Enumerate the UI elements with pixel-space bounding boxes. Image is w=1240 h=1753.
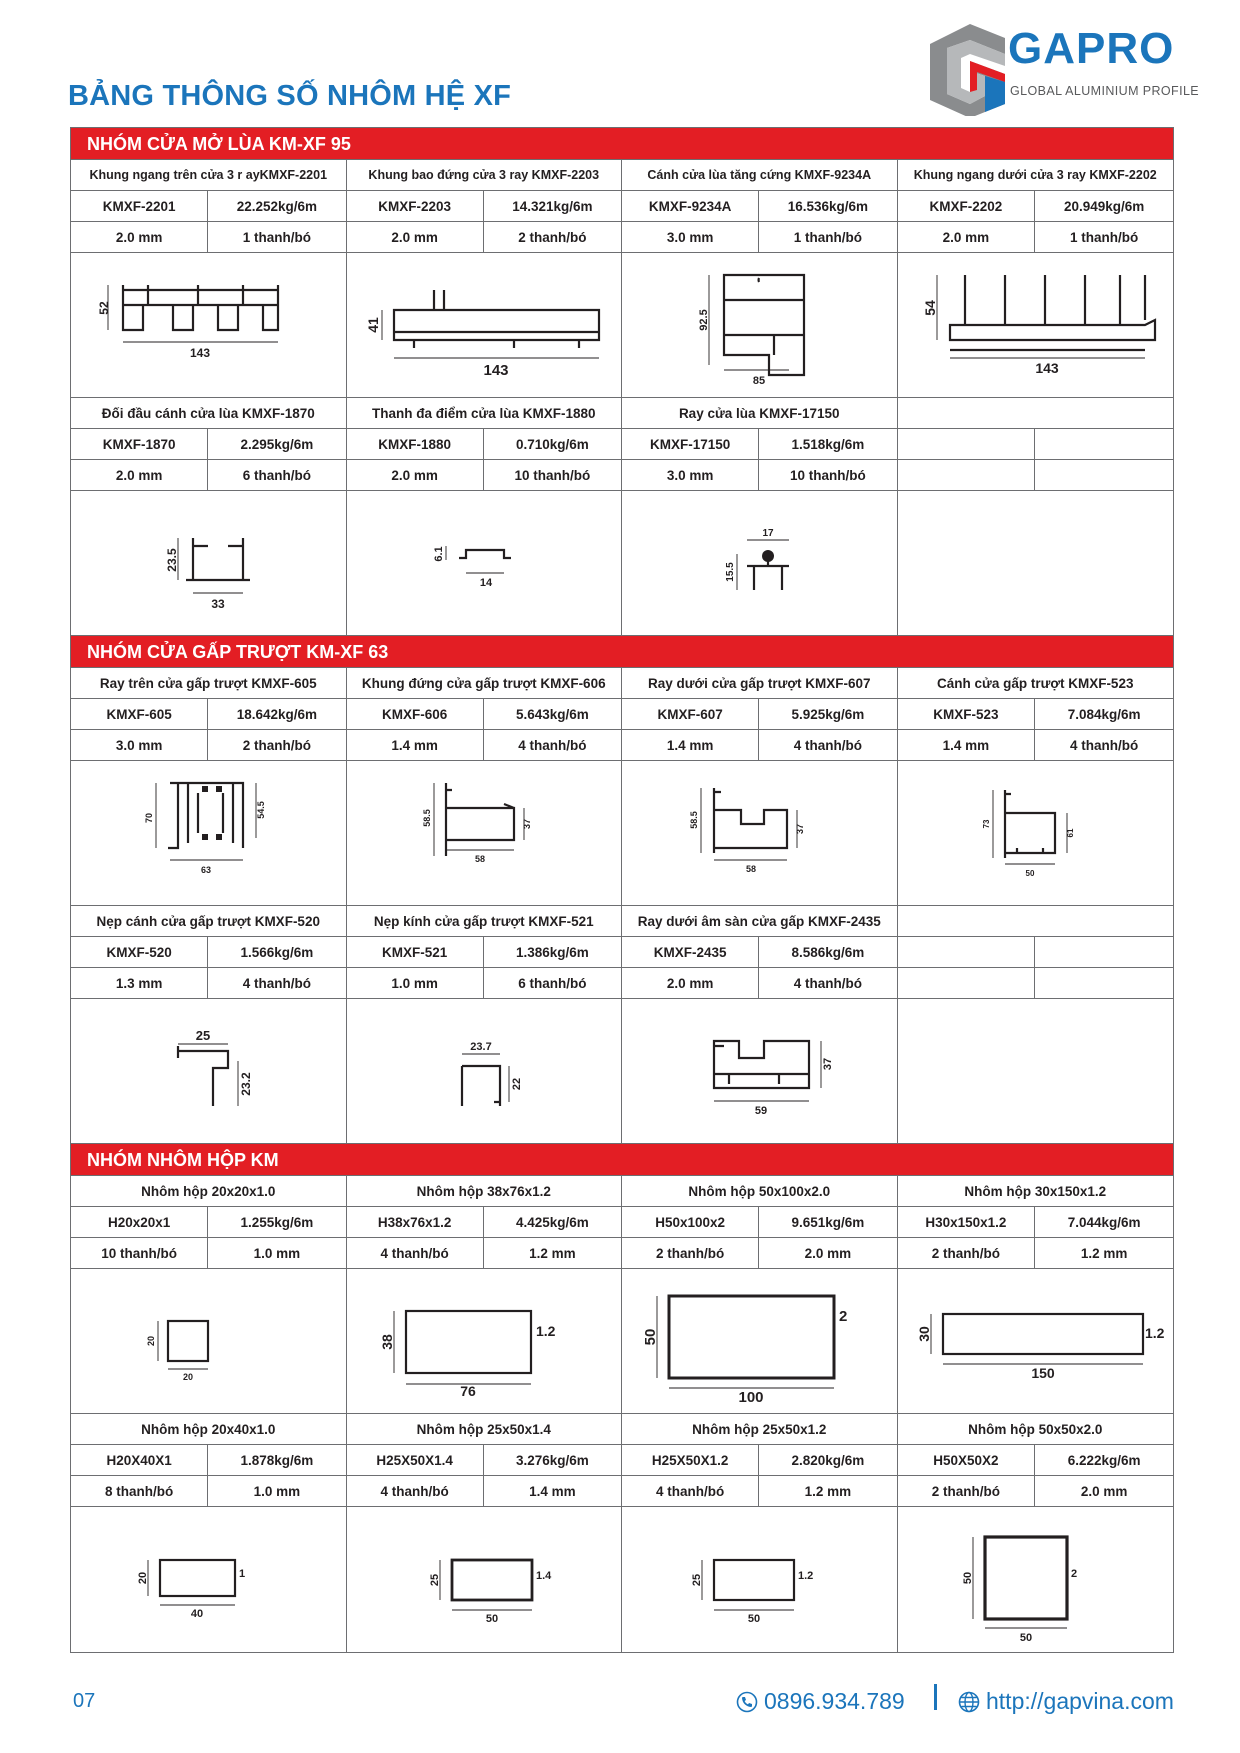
dim-width: 150 (1031, 1365, 1055, 1381)
profile-drawing-kmxf-606 (354, 768, 614, 898)
dim-width: 40 (191, 1607, 204, 1620)
profile-title: Nhôm hộp 25x50x1.4 (347, 1414, 623, 1444)
dim-height: 30 (916, 1326, 933, 1342)
profile-bundle: 2 thanh/bó (242, 737, 311, 753)
profile-title: Nhôm hộp 50x100x2.0 (622, 1176, 898, 1206)
dim-width: 143 (1035, 360, 1059, 376)
profile-thickness (898, 968, 1036, 998)
profile-drawing-kmxf-17150 (629, 498, 889, 628)
profile-weight: 20.949kg/6m (1063, 198, 1145, 214)
profile-drawing-kmxf-2203 (354, 260, 614, 390)
dim-height: 73 (982, 819, 992, 829)
profile-thickness: 1.4 mm (529, 1483, 576, 1499)
box-drawing-25x50-1.4 (354, 1515, 614, 1645)
dim-height: 25 (428, 1573, 441, 1586)
profile-bundle: 4 thanh/bó (622, 1476, 759, 1506)
dim-height: 23.5 (165, 548, 180, 572)
profile-drawing-kmxf-2202 (905, 260, 1165, 390)
dim-height: 92.5 (698, 309, 711, 331)
code-row (71, 429, 1173, 460)
profile-code: H30x150x1.2 (898, 1207, 1036, 1237)
drawing-row (71, 999, 1173, 1144)
profile-bundle: 1 thanh/bó (242, 229, 311, 245)
dim-width: 23.7 (470, 1041, 492, 1053)
dim-width: 76 (459, 1383, 476, 1399)
profile-code: KMXF-2201 (71, 191, 208, 221)
profile-code: H25X50X1.4 (347, 1445, 484, 1475)
dim-height: 25 (691, 1573, 704, 1586)
code-row (71, 191, 1173, 222)
profile-bundle: 10 thanh/bó (514, 467, 591, 483)
profile-thickness: 1.0 mm (347, 968, 484, 998)
profile-title: Nhôm hộp 20x40x1.0 (71, 1414, 347, 1444)
profile-weight: 6.222kg/6m (1067, 1452, 1141, 1468)
profile-weight: 4.425kg/6m (515, 1214, 589, 1230)
website-url: http://gapvina.com (986, 1688, 1174, 1714)
profile-drawing-kmxf-521 (354, 1006, 614, 1136)
profile-code (898, 937, 1036, 967)
profile-thickness: 1.2 mm (804, 1483, 852, 1499)
profile-weight: 22.252kg/6m (236, 198, 318, 214)
profile-title: Nhôm hộp 38x76x1.2 (347, 1176, 623, 1206)
profile-thickness: 1.4 mm (347, 730, 484, 760)
profile-drawing-kmxf-2201 (78, 260, 338, 390)
profile-weight: 18.642kg/6m (236, 706, 318, 722)
section-heading: NHÓM NHÔM HỘP KM (71, 1144, 1173, 1176)
box-drawing-20x20 (78, 1276, 338, 1406)
dim-height: 23.2 (239, 1072, 254, 1096)
profile-bundle: 10 thanh/bó (71, 1238, 208, 1268)
drawing-row (71, 253, 1173, 398)
profile-title: Ray dưới âm sàn cửa gấp KMXF-2435 (622, 906, 898, 936)
profile-thickness: 1.0 mm (253, 1245, 301, 1261)
dim-height: 70 (144, 812, 155, 824)
profile-thickness: 2.0 mm (347, 460, 484, 490)
profile-bundle: 2 thanh/bó (622, 1238, 759, 1268)
dim-width: 85 (753, 375, 766, 387)
dim-width: 14 (479, 577, 492, 589)
drawing-row (71, 761, 1173, 906)
profile-title: Khung ngang dưới cửa 3 ray KMXF-2202 (913, 168, 1157, 182)
spec-row (71, 730, 1173, 761)
empty-cell (898, 999, 1174, 1143)
profile-title (898, 906, 1174, 936)
profile-drawing-kmxf-605 (78, 768, 338, 898)
profile-weight (1035, 429, 1173, 459)
dim-height: 37 (822, 1057, 835, 1071)
profile-title: Nhôm hộp 20x20x1.0 (71, 1176, 347, 1206)
profile-code: KMXF-2435 (622, 937, 759, 967)
dim-thickness: 1.2 (798, 1569, 814, 1582)
profile-bundle: 2 thanh/bó (518, 229, 587, 245)
dim-inner-height: 54.5 (256, 801, 267, 819)
profile-title: Ray trên cửa gấp trượt KMXF-605 (71, 668, 347, 698)
dim-width: 58 (474, 854, 485, 864)
profile-title: Ray dưới cửa gấp trượt KMXF-607 (622, 668, 898, 698)
profile-weight: 3.276kg/6m (515, 1452, 589, 1468)
profile-weight: 2.295kg/6m (240, 436, 314, 452)
profile-bundle: 10 thanh/bó (789, 467, 866, 483)
dim-height: 58.5 (689, 811, 700, 829)
profile-bundle: 2 thanh/bó (898, 1476, 1036, 1506)
dim-height: 50 (642, 1328, 660, 1346)
profile-drawing-kmxf-2435 (629, 1006, 889, 1136)
profile-code: KMXF-523 (898, 699, 1036, 729)
profile-bundle: 4 thanh/bó (793, 737, 862, 753)
dim-height: 52 (97, 301, 112, 315)
box-drawing-20x40 (78, 1515, 338, 1645)
profile-bundle: 8 thanh/bó (71, 1476, 208, 1506)
spec-row (71, 1476, 1173, 1507)
dim-thickness: 1.2 (1145, 1325, 1165, 1341)
profile-thickness: 2.0 mm (71, 222, 208, 252)
dim-inner-height: 61 (1066, 828, 1076, 838)
profile-drawing-kmxf-1870 (78, 498, 338, 628)
dim-width: 50 (485, 1612, 498, 1625)
dim-width: 58 (746, 864, 757, 874)
profile-thickness: 3.0 mm (71, 730, 208, 760)
profile-thickness: 1.4 mm (898, 730, 1036, 760)
title-row (71, 668, 1173, 699)
profile-bundle: 1 thanh/bó (1070, 229, 1139, 245)
empty-cell (898, 491, 1174, 635)
profile-thickness: 1.4 mm (622, 730, 759, 760)
brand-tagline: GLOBAL ALUMINIUM PROFILE (1010, 84, 1200, 98)
profile-weight: 5.643kg/6m (515, 706, 589, 722)
profile-drawing-kmxf-607 (629, 768, 889, 898)
dim-width: 100 (738, 1389, 764, 1406)
dim-width: 25 (196, 1028, 211, 1043)
profile-code: KMXF-2202 (898, 191, 1036, 221)
spec-row (71, 222, 1173, 253)
profile-code: KMXF-520 (71, 937, 208, 967)
profile-thickness: 1.3 mm (71, 968, 208, 998)
profile-thickness: 2.0 mm (898, 222, 1036, 252)
dim-thickness: 2 (1071, 1567, 1078, 1580)
footer-divider (934, 1684, 937, 1710)
brand-name: GAPRO (1008, 24, 1175, 73)
dim-height: 20 (137, 1571, 150, 1584)
profile-weight: 1.566kg/6m (240, 944, 314, 960)
profile-code: KMXF-17150 (622, 429, 759, 459)
dim-height: 50 (962, 1571, 975, 1584)
dim-width: 143 (190, 346, 211, 360)
dim-width: 17 (762, 528, 774, 539)
title-row (71, 906, 1173, 937)
profile-weight: 7.044kg/6m (1067, 1214, 1141, 1230)
box-drawing-50x100 (629, 1276, 889, 1406)
page-title: BẢNG THÔNG SỐ NHÔM HỆ XF (68, 80, 512, 112)
code-row (71, 1445, 1173, 1476)
profile-code: KMXF-1870 (71, 429, 208, 459)
profile-drawing-kmxf-1880 (354, 498, 614, 628)
profile-thickness: 1.2 mm (1080, 1245, 1128, 1261)
profile-bundle: 4 thanh/bó (793, 975, 862, 991)
profile-bundle: 1 thanh/bó (793, 229, 862, 245)
profile-bundle (1035, 460, 1173, 490)
title-row (71, 160, 1173, 191)
profile-weight: 9.651kg/6m (791, 1214, 865, 1230)
profile-weight: 0.710kg/6m (515, 436, 589, 452)
profile-thickness: 2.0 mm (71, 460, 208, 490)
profile-code: KMXF-9234A (622, 191, 759, 221)
drawing-row (71, 1269, 1173, 1414)
profile-code: H25X50X1.2 (622, 1445, 759, 1475)
globe-icon (958, 1691, 980, 1713)
dim-width: 63 (201, 865, 212, 875)
profile-title: Thanh đa điểm cửa lùa KMXF-1880 (347, 398, 623, 428)
profile-title: Khung đứng cửa gấp trượt KMXF-606 (347, 668, 623, 698)
profile-title: Cánh cửa lùa tăng cứng KMXF-9234A (622, 160, 898, 190)
profile-bundle (1035, 968, 1173, 998)
dim-width: 143 (483, 362, 509, 379)
profile-weight: 1.255kg/6m (240, 1214, 314, 1230)
profile-title: Khung ngang trên cửa 3 r ayKMXF-2201 (71, 160, 347, 190)
profile-bundle: 4 thanh/bó (242, 975, 311, 991)
profile-thickness: 3.0 mm (622, 222, 759, 252)
dim-height: 38 (378, 1334, 395, 1350)
profile-title: Đối đầu cánh cửa lùa KMXF-1870 (71, 398, 347, 428)
profile-bundle: 4 thanh/bó (1070, 737, 1139, 753)
profile-code: H50x100x2 (622, 1207, 759, 1237)
profile-weight: 2.820kg/6m (791, 1452, 865, 1468)
profile-code: H50X50X2 (898, 1445, 1036, 1475)
dim-inner-height: 37 (795, 823, 806, 835)
profile-bundle: 6 thanh/bó (242, 467, 311, 483)
phone-icon (736, 1691, 758, 1713)
profile-drawing-kmxf-9234a (629, 260, 889, 390)
profile-weight: 1.518kg/6m (791, 436, 865, 452)
profile-code: H20x20x1 (71, 1207, 208, 1237)
dim-width: 33 (211, 597, 225, 611)
profile-code: H20X40X1 (71, 1445, 208, 1475)
profile-code: KMXF-605 (71, 699, 208, 729)
profile-code: KMXF-607 (622, 699, 759, 729)
profile-bundle: 4 thanh/bó (347, 1238, 484, 1268)
dim-thickness: 2 (839, 1308, 848, 1325)
profile-thickness (898, 460, 1036, 490)
spec-row (71, 1238, 1173, 1269)
box-drawing-38x76 (354, 1276, 614, 1406)
profile-bundle: 2 thanh/bó (898, 1238, 1036, 1268)
profile-title: Nẹp kính cửa gấp trượt KMXF-521 (347, 906, 623, 936)
footer-website[interactable] (958, 1688, 1174, 1715)
profile-title: Nẹp cánh cửa gấp trượt KMXF-520 (71, 906, 347, 936)
dim-inner-height: 37 (521, 818, 532, 830)
code-row (71, 937, 1173, 968)
profile-weight (1035, 937, 1173, 967)
profile-weight: 14.321kg/6m (512, 198, 593, 214)
profile-code: KMXF-521 (347, 937, 484, 967)
phone-number: 0896.934.789 (764, 1688, 905, 1714)
code-row (71, 1207, 1173, 1238)
profile-title (898, 398, 1174, 428)
box-drawing-25x50-1.2 (629, 1515, 889, 1645)
code-row (71, 699, 1173, 730)
profile-drawing-kmxf-523 (905, 768, 1165, 898)
profile-thickness: 2.0 mm (804, 1245, 852, 1261)
profile-thickness: 2.0 mm (622, 968, 759, 998)
profile-thickness: 2.0 mm (347, 222, 484, 252)
spec-table (70, 127, 1174, 1653)
footer-phone[interactable] (736, 1688, 905, 1715)
profile-code: KMXF-1880 (347, 429, 484, 459)
box-drawing-30x150 (905, 1276, 1165, 1406)
dim-height: 15.5 (725, 562, 737, 582)
section-heading: NHÓM CỬA GẤP TRƯỢT KM-XF 63 (71, 636, 1173, 668)
dim-height: 54 (922, 300, 939, 316)
dim-width: 50 (1020, 1631, 1033, 1644)
page-number: 07 (73, 1690, 96, 1712)
profile-code: KMXF-606 (347, 699, 484, 729)
title-row (71, 1176, 1173, 1207)
profile-code (898, 429, 1036, 459)
dim-thickness: 1.4 (535, 1569, 552, 1582)
dim-height: 20 (146, 1335, 157, 1347)
title-row (71, 1414, 1173, 1445)
box-drawing-50x50 (905, 1515, 1165, 1645)
dim-height: 58.5 (421, 809, 432, 827)
dim-width: 50 (748, 1612, 761, 1625)
dim-width: 50 (1025, 869, 1035, 878)
section-heading: NHÓM CỬA MỞ LÙA KM-XF 95 (71, 128, 1173, 160)
profile-title: Nhôm hộp 30x150x1.2 (964, 1183, 1107, 1199)
dim-thickness: 1.2 (535, 1323, 556, 1339)
dim-width: 59 (755, 1105, 768, 1117)
drawing-row (71, 1507, 1173, 1652)
profile-weight: 16.536kg/6m (787, 198, 869, 214)
profile-bundle: 6 thanh/bó (518, 975, 587, 991)
profile-title: Khung bao đứng cửa 3 ray KMXF-2203 (347, 160, 623, 190)
profile-title: Ray cửa lùa KMXF-17150 (622, 398, 898, 428)
profile-weight: 7.084kg/6m (1067, 706, 1141, 722)
profile-code: KMXF-2203 (347, 191, 484, 221)
dim-thickness: 1 (239, 1567, 246, 1580)
profile-weight: 5.925kg/6m (791, 706, 865, 722)
profile-title: Cánh cửa gấp trượt KMXF-523 (937, 675, 1134, 691)
profile-bundle: 4 thanh/bó (347, 1476, 484, 1506)
spec-row (71, 968, 1173, 999)
profile-thickness: 3.0 mm (622, 460, 759, 490)
profile-title: Nhôm hộp 25x50x1.2 (622, 1414, 898, 1444)
dim-height: 6.1 (432, 546, 445, 562)
profile-code: H38x76x1.2 (347, 1207, 484, 1237)
profile-title: Nhôm hộp 50x50x2.0 (968, 1421, 1103, 1437)
drawing-row (71, 491, 1173, 636)
profile-thickness: 1.0 mm (253, 1483, 301, 1499)
profile-weight: 8.586kg/6m (791, 944, 865, 960)
dim-height: 22 (510, 1077, 523, 1091)
profile-weight: 1.386kg/6m (515, 944, 589, 960)
profile-thickness: 2.0 mm (1080, 1483, 1128, 1499)
dim-height: 41 (364, 317, 381, 333)
profile-bundle: 4 thanh/bó (518, 737, 587, 753)
profile-drawing-kmxf-520 (78, 1006, 338, 1136)
spec-row (71, 460, 1173, 491)
profile-weight: 1.878kg/6m (240, 1452, 314, 1468)
dim-width: 20 (183, 1372, 194, 1382)
profile-thickness: 1.2 mm (529, 1245, 576, 1261)
title-row (71, 398, 1173, 429)
